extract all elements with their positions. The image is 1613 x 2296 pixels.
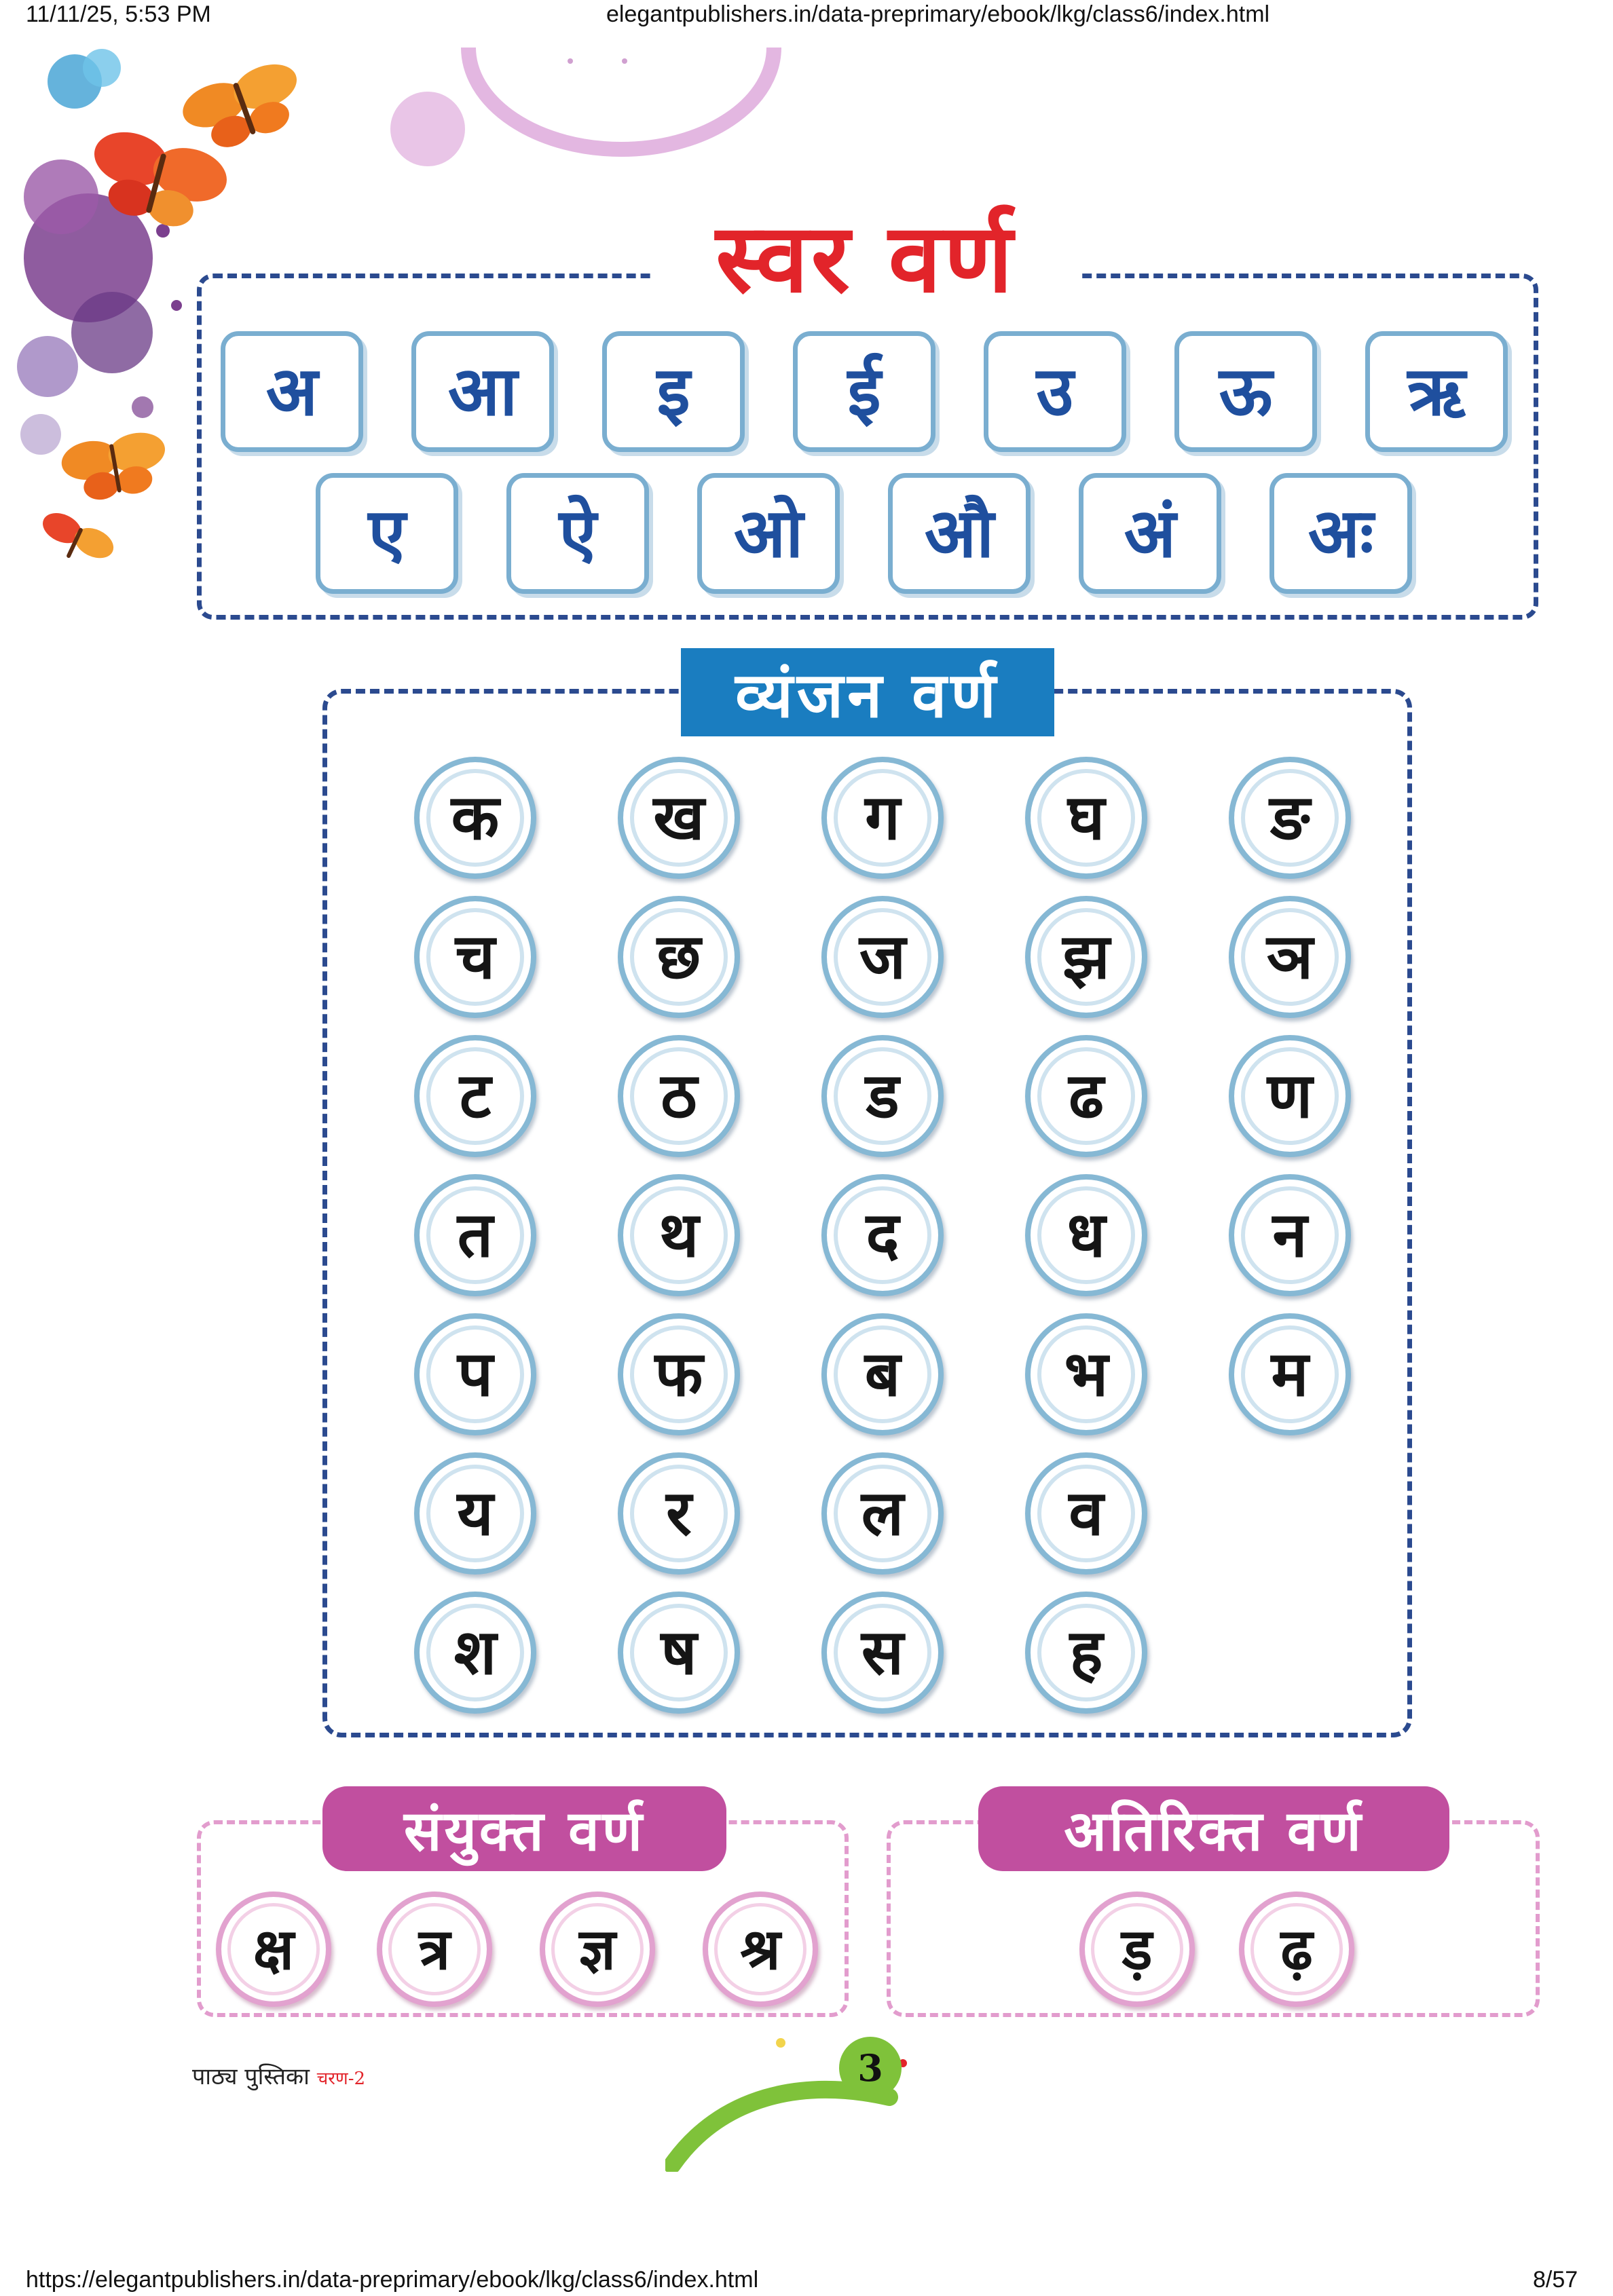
vyanjan-letter-circle: ढ xyxy=(1025,1035,1147,1157)
swar-letter-tile: ऋ xyxy=(1365,331,1508,452)
vyanjan-letter-circle: म xyxy=(1229,1313,1351,1435)
vyanjan-letter-circle: ष xyxy=(618,1592,740,1714)
swar-letter-tile: अ xyxy=(221,331,363,452)
decorative-clock-art xyxy=(367,34,787,183)
butterfly-icon xyxy=(177,56,312,159)
vyanjan-letter-circle: ख xyxy=(618,757,740,879)
vyanjan-letter-circle: च xyxy=(414,896,536,1018)
vyanjan-letter-circle: भ xyxy=(1025,1313,1147,1435)
vyanjan-letter-circle: ल xyxy=(821,1452,944,1575)
swar-letter-tile: ऐ xyxy=(506,473,649,594)
swar-letter-tile: इ xyxy=(602,331,745,452)
atirikt-title: अतिरिक्त वर्ण xyxy=(978,1786,1449,1871)
swar-letter-tile: अः xyxy=(1269,473,1412,594)
swar-title: स्वर वर्ण xyxy=(652,198,1079,320)
paint-splash xyxy=(17,49,182,455)
book-title xyxy=(192,2060,365,2091)
vyanjan-letter-circle: ज xyxy=(821,896,944,1018)
vyanjan-letter-circle: ठ xyxy=(618,1035,740,1157)
vyanjan-letter-circle: ङ xyxy=(1229,757,1351,879)
sanyukt-letter-circle: क्ष xyxy=(216,1892,331,2007)
book-part: चरण-2 xyxy=(316,2069,366,2089)
vyanjan-letter-circle: ञ xyxy=(1229,896,1351,1018)
vyanjan-letter-circle: ब xyxy=(821,1313,944,1435)
vyanjan-letter-circle: ध xyxy=(1025,1174,1147,1296)
vyanjan-letter-circle: झ xyxy=(1025,896,1147,1018)
page-number-badge: 3 xyxy=(839,2037,902,2099)
vyanjan-letter-circle: ट xyxy=(414,1035,536,1157)
atirikt-letter-circle: ड़ xyxy=(1079,1892,1195,2007)
print-footer-url: https://elegantpublishers.in/data-preprimary/ebook/lkg/class6/index.html xyxy=(26,2267,759,2293)
butterfly-icon xyxy=(58,428,172,505)
vyanjan-letter-circle: ह xyxy=(1025,1592,1147,1714)
vyanjan-letter-circle: प xyxy=(414,1313,536,1435)
vyanjan-letter-circle: ण xyxy=(1229,1035,1351,1157)
sanyukt-letter-circle: त्र xyxy=(377,1892,492,2007)
print-page-url: elegantpublishers.in/data-preprimary/ebook/lkg/class6/index.html xyxy=(606,1,1270,27)
print-timestamp: 11/11/25, 5:53 PM xyxy=(26,1,211,27)
vyanjan-letter-circle: स xyxy=(821,1592,944,1714)
vyanjan-letter-circle: त xyxy=(414,1174,536,1296)
decorative-swirl-art xyxy=(665,2022,950,2172)
book-name: पाठ्य पुस्तिका xyxy=(192,2063,310,2090)
vyanjan-letter-circle: य xyxy=(414,1452,536,1575)
vyanjan-letter-circle: ग xyxy=(821,757,944,879)
vyanjan-letter-circle: फ xyxy=(618,1313,740,1435)
swar-letter-tile: ई xyxy=(793,331,935,452)
swar-letter-tile: ऊ xyxy=(1174,331,1317,452)
print-page-count: 8/57 xyxy=(1533,2267,1578,2293)
vyanjan-letter-circle: क xyxy=(414,757,536,879)
vyanjan-letter-circle: द xyxy=(821,1174,944,1296)
vyanjan-title: व्यंजन वर्ण xyxy=(681,648,1054,736)
vyanjan-letter-circle: ड xyxy=(821,1035,944,1157)
swar-letter-tile: अं xyxy=(1079,473,1221,594)
swar-letter-tile: ओ xyxy=(697,473,840,594)
vyanjan-letter-circle: न xyxy=(1229,1174,1351,1296)
butterfly-icon xyxy=(33,507,118,573)
atirikt-letter-circle: ढ़ xyxy=(1239,1892,1354,2007)
swar-letter-tile: आ xyxy=(411,331,554,452)
sanyukt-letter-circle: श्र xyxy=(703,1892,818,2007)
sanyukt-title: संयुक्त वर्ण xyxy=(322,1786,726,1871)
vyanjan-letter-circle: थ xyxy=(618,1174,740,1296)
sanyukt-letter-circle: ज्ञ xyxy=(540,1892,655,2007)
vyanjan-letter-circle: छ xyxy=(618,896,740,1018)
swar-letter-tile: औ xyxy=(888,473,1031,594)
vyanjan-letter-circle: श xyxy=(414,1592,536,1714)
swar-letter-tile: उ xyxy=(984,331,1126,452)
vyanjan-letter-circle: र xyxy=(618,1452,740,1575)
vyanjan-letter-circle: व xyxy=(1025,1452,1147,1575)
vyanjan-letter-circle: घ xyxy=(1025,757,1147,879)
swar-letter-tile: ए xyxy=(316,473,458,594)
